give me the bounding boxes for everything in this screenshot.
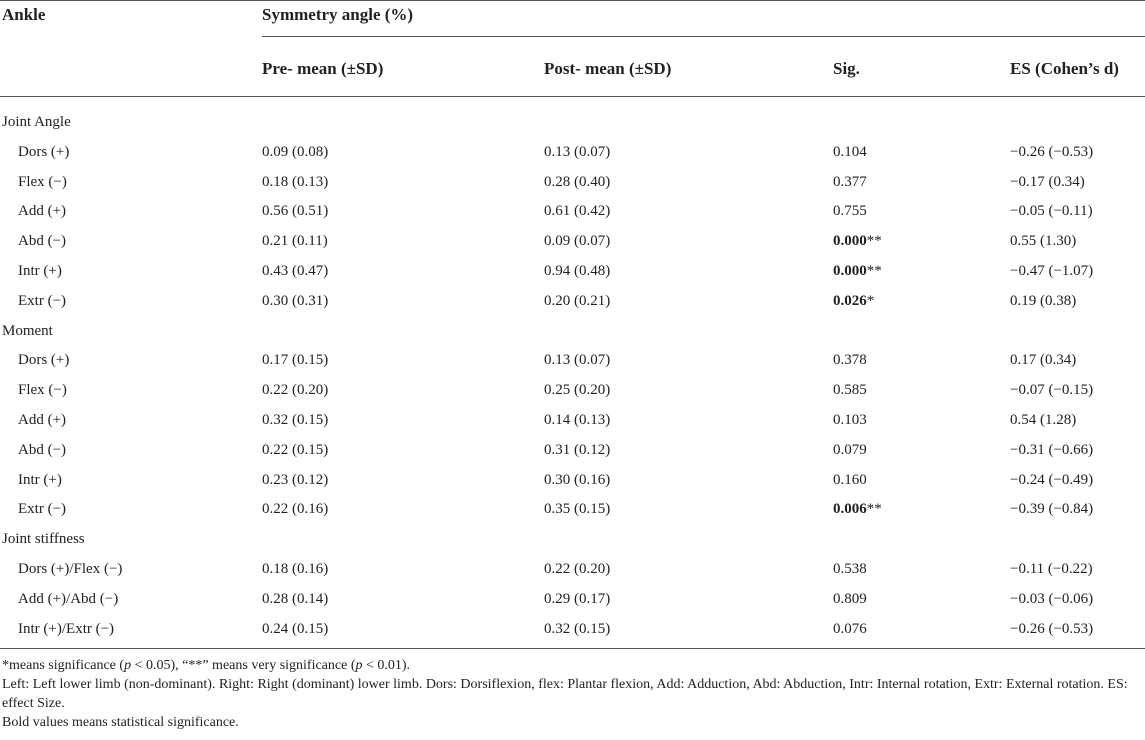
- pre-mean-cell: 0.43 (0.47): [262, 263, 329, 279]
- note-significance: *means significance (p < 0.05), “**” means very significance (p < 0.01).: [2, 658, 411, 673]
- sig-value: 0.377: [833, 173, 867, 190]
- post-mean-cell: 0.09 (0.07): [544, 233, 611, 250]
- sig-value: 0.076: [833, 620, 867, 637]
- post-mean-cell: 0.28 (0.40): [544, 173, 611, 190]
- es-cell: 0.55 (1.30): [1010, 233, 1077, 250]
- post-mean-cell: 0.32 (0.15): [544, 620, 611, 637]
- sig-cell: [833, 172, 867, 192]
- row-label: Add (+): [18, 203, 67, 220]
- sig-cell: [833, 589, 867, 609]
- post-mean-cell: 0.29 (0.17): [544, 590, 611, 607]
- row-label: Dors (+): [18, 143, 70, 160]
- pre-mean-cell: 0.30 (0.31): [262, 292, 329, 309]
- pre-mean-cell: 0.32 (0.15): [262, 412, 329, 428]
- sig-cell: [833, 201, 867, 221]
- row-label: Dors (+)/Flex (−): [18, 561, 123, 577]
- sig-cell: [833, 380, 867, 400]
- sig-cell: [833, 470, 867, 490]
- es-cell: −0.17 (0.34): [1010, 173, 1085, 190]
- sig-value: 0.079: [833, 441, 867, 458]
- pre-mean-cell: 0.18 (0.16): [262, 561, 329, 577]
- header-post-mean: Post- mean (±SD): [544, 59, 672, 78]
- sig-marker: **: [866, 233, 882, 250]
- sig-value: 0.809: [833, 590, 867, 607]
- group-label: Moment: [2, 322, 53, 339]
- es-cell: −0.26 (−0.53): [1010, 143, 1094, 160]
- es-cell: −0.05 (−0.11): [1010, 203, 1093, 220]
- sig-cell: [833, 619, 867, 639]
- group-label: Joint stiffness: [2, 531, 85, 548]
- sig-cell: [833, 142, 867, 162]
- group-label: Joint Angle: [2, 114, 71, 130]
- span-rule: [262, 36, 1145, 37]
- header-es: ES (Cohen’s d): [1010, 59, 1119, 78]
- es-cell: −0.11 (−0.22): [1010, 561, 1093, 577]
- sig-cell: [833, 291, 874, 311]
- sig-cell: [833, 350, 867, 370]
- sig-cell: [833, 559, 867, 579]
- sig-value: 0.006: [833, 501, 867, 518]
- row-label: Intr (+): [18, 471, 62, 488]
- sig-cell: [833, 440, 867, 460]
- post-mean-cell: 0.20 (0.21): [544, 292, 611, 309]
- sig-value: 0.538: [833, 561, 867, 577]
- pre-mean-cell: 0.17 (0.15): [262, 352, 329, 369]
- note-abbreviations: Left: Left lower limb (non-dominant). Right: Right (dominant) lower limb. Dors: Dorsiflexion, flex: Plantar flexion, Add: Adduction, Abd: Abduction, Intr: Internal rotation, Extr: External rotation. ES: effect Size.: [2, 677, 1128, 711]
- pre-mean-cell: 0.09 (0.08): [262, 143, 329, 160]
- header-ankle: Ankle: [2, 5, 46, 24]
- pre-mean-cell: 0.24 (0.15): [262, 620, 329, 637]
- pre-mean-cell: 0.18 (0.13): [262, 173, 329, 190]
- post-mean-cell: 0.35 (0.15): [544, 501, 611, 518]
- post-mean-cell: 0.30 (0.16): [544, 471, 611, 488]
- row-label: Flex (−): [18, 173, 67, 190]
- row-label: Extr (−): [18, 292, 67, 309]
- row-label: Abd (−): [18, 441, 67, 458]
- pre-mean-cell: 0.23 (0.12): [262, 471, 329, 488]
- sig-value: 0.000: [833, 233, 867, 250]
- es-cell: 0.19 (0.38): [1010, 292, 1077, 309]
- pre-mean-cell: 0.22 (0.16): [262, 501, 329, 518]
- es-cell: −0.47 (−1.07): [1010, 263, 1094, 279]
- row-label: Intr (+): [18, 263, 62, 279]
- post-mean-cell: 0.13 (0.07): [544, 143, 611, 160]
- row-label: Flex (−): [18, 382, 67, 399]
- row-label: Add (+): [18, 412, 67, 428]
- sig-value: 0.378: [833, 352, 867, 369]
- sig-marker: **: [866, 263, 882, 279]
- es-cell: 0.54 (1.28): [1010, 412, 1077, 428]
- es-cell: −0.03 (−0.06): [1010, 590, 1094, 607]
- sig-value: 0.104: [833, 143, 867, 160]
- es-cell: −0.26 (−0.53): [1010, 620, 1094, 637]
- sig-value: 0.103: [833, 412, 867, 428]
- post-mean-cell: 0.25 (0.20): [544, 382, 611, 399]
- bottom-rule: [0, 648, 1145, 649]
- sig-cell: [833, 410, 867, 430]
- sig-value: 0.160: [833, 471, 867, 488]
- top-rule: [0, 0, 1145, 1]
- es-cell: −0.39 (−0.84): [1010, 501, 1094, 518]
- pre-mean-cell: 0.56 (0.51): [262, 203, 329, 220]
- row-label: Extr (−): [18, 501, 67, 518]
- post-mean-cell: 0.61 (0.42): [544, 203, 611, 220]
- es-cell: −0.07 (−0.15): [1010, 382, 1094, 399]
- row-label: Intr (+)/Extr (−): [18, 620, 115, 637]
- sig-value: 0.026: [833, 292, 867, 309]
- es-cell: −0.31 (−0.66): [1010, 441, 1094, 458]
- post-mean-cell: 0.94 (0.48): [544, 263, 611, 279]
- post-mean-cell: 0.22 (0.20): [544, 561, 611, 577]
- post-mean-cell: 0.13 (0.07): [544, 352, 611, 369]
- sig-value: 0.585: [833, 382, 867, 399]
- sig-value: 0.755: [833, 203, 867, 220]
- note-bold: Bold values means statistical significance.: [2, 715, 239, 730]
- pre-mean-cell: 0.21 (0.11): [262, 233, 328, 250]
- header-sig: Sig.: [833, 59, 860, 78]
- sig-cell: [833, 499, 882, 519]
- pre-mean-cell: 0.22 (0.15): [262, 441, 329, 458]
- table-notes: [2, 656, 1137, 732]
- header-rule: [0, 96, 1145, 97]
- post-mean-cell: 0.31 (0.12): [544, 441, 611, 458]
- header-pre-mean: Pre- mean (±SD): [262, 59, 384, 78]
- es-cell: 0.17 (0.34): [1010, 352, 1077, 369]
- sig-cell: [833, 231, 882, 251]
- pre-mean-cell: 0.22 (0.20): [262, 382, 329, 399]
- es-cell: −0.24 (−0.49): [1010, 471, 1094, 488]
- sig-marker: **: [866, 501, 882, 518]
- header-symmetry-angle: Symmetry angle (%): [262, 5, 414, 24]
- sig-value: 0.000: [833, 263, 867, 279]
- sig-cell: [833, 261, 882, 281]
- row-label: Dors (+): [18, 352, 70, 369]
- row-label: Add (+)/Abd (−): [18, 590, 119, 607]
- row-label: Abd (−): [18, 233, 67, 250]
- pre-mean-cell: 0.28 (0.14): [262, 590, 329, 607]
- sig-marker: *: [866, 292, 875, 309]
- post-mean-cell: 0.14 (0.13): [544, 412, 611, 428]
